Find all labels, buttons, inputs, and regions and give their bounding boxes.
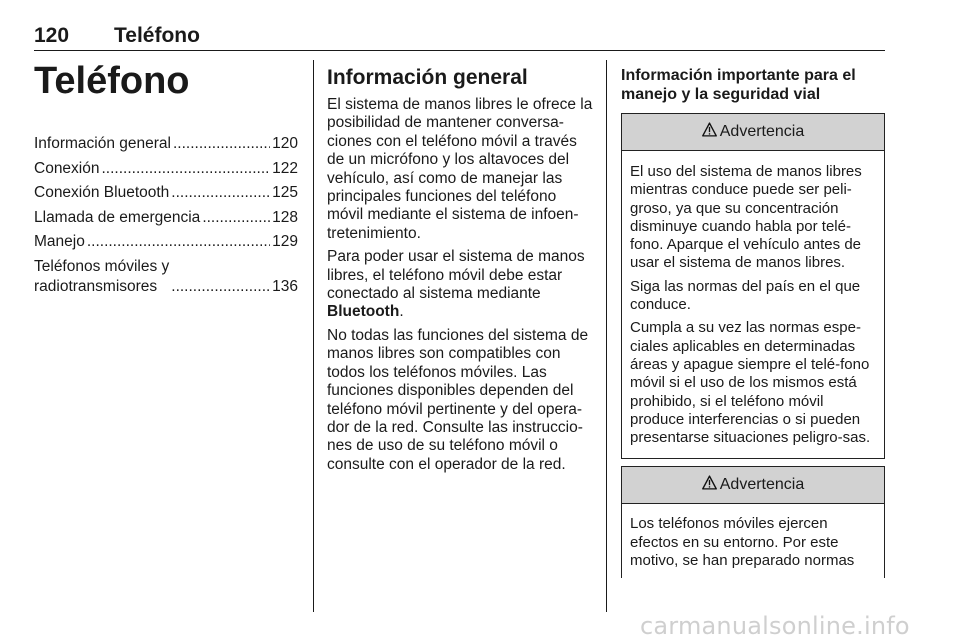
warning-label: Advertencia [719,476,805,494]
warning-triangle-icon [702,475,717,490]
warning-body [622,151,884,458]
general-info-column [327,64,593,479]
page-header [34,22,885,51]
warning-header [622,114,884,151]
toc-leader-dots [171,277,270,297]
toc-item[interactable] [34,159,298,179]
toc-item[interactable] [34,232,298,252]
toc-leader-dots [202,208,270,228]
column-divider [606,60,607,612]
toc-label: Conexión [34,159,100,177]
toc-page-number: 129 [272,233,298,250]
warning-box [621,113,885,459]
toc-leader-dots [102,159,271,179]
toc-label: Conexión Bluetooth [34,184,170,201]
page-number: 120 [34,24,70,47]
toc-leader-dots [173,134,270,154]
warning-triangle-icon [702,122,717,137]
paragraph: Siga las normas del país en el que conduce. [630,277,861,314]
safety-column [621,66,885,578]
watermark: carmanualsonline.info [640,612,910,640]
warning-label: Advertencia [719,123,805,140]
toc-item[interactable] [34,134,298,154]
warning-body [622,504,884,578]
toc-page-number: 128 [272,208,298,226]
toc-leader-dots [87,232,270,252]
paragraph: No todas las funciones del sistema de manos libres son compatibles con todos los teléfonos móviles. Las funciones disponibles dependen del teléfono móvil pertinente y del opera-dor de la red. Consulte las instruccio-nes de uso de su teléfono móvil o consulte con el operador de la red. [327,326,589,473]
toc-page-number: 122 [272,159,298,177]
chapter-title: Teléfono [34,60,190,102]
warning-header [622,467,884,504]
paragraph: El sistema de manos libres le ofrece la posibilidad de mantener conversa-ciones con el teléfono móvil a través de un micrófono y los altavoces del vehículo, así como de manejar las principales funciones del teléfono móvil mediante el sistema de infoen-tretenimiento. [327,96,593,242]
paragraph: Cumpla a su vez las normas espe-ciales aplicables en determinadas áreas y apague siempre el telé-fono móvil si el uso de los mismos está prohibido, si el teléfono móvil produce interferencias o si pueden presentarse situaciones peligro-sas. [630,319,871,447]
bluetooth-term: Bluetooth [327,303,400,321]
toc-item[interactable] [34,183,298,203]
section-heading: Información general [327,66,528,89]
toc-label: Información general [34,135,171,152]
toc-item[interactable] [34,257,298,297]
toc-label: Manejo [34,233,85,250]
toc-page-number: 125 [272,184,298,201]
toc-label: Llamada de emergencia [34,208,201,226]
paragraph: Los teléfonos móviles ejercen efectos en su entorno. Por este motivo, se han preparado normas [630,515,855,570]
toc-label: Teléfonos móviles y radiotransmisores [34,257,170,295]
section-heading: Información importante para el manejo y la seguridad vial [621,67,856,103]
table-of-contents [34,134,298,297]
toc-item[interactable] [34,208,298,228]
toc-leader-dots [171,183,270,203]
toc-page-number: 136 [272,277,298,295]
warning-box [621,466,885,578]
paragraph: El uso del sistema de manos libres mientras conduce puede ser peli-groso, ya que su concentración disminuye cuando habla por telé-fono. Aparque el vehículo antes de usar el sistema de manos libres. [630,163,862,272]
header-title: Teléfono [114,24,200,47]
column-divider [313,60,314,612]
paragraph: Para poder usar el sistema de manos libres, el teléfono móvil debe estar conectado al sistema mediante Bluetooth. [327,248,585,321]
toc-page-number: 120 [272,135,298,152]
toc-column [34,58,298,301]
